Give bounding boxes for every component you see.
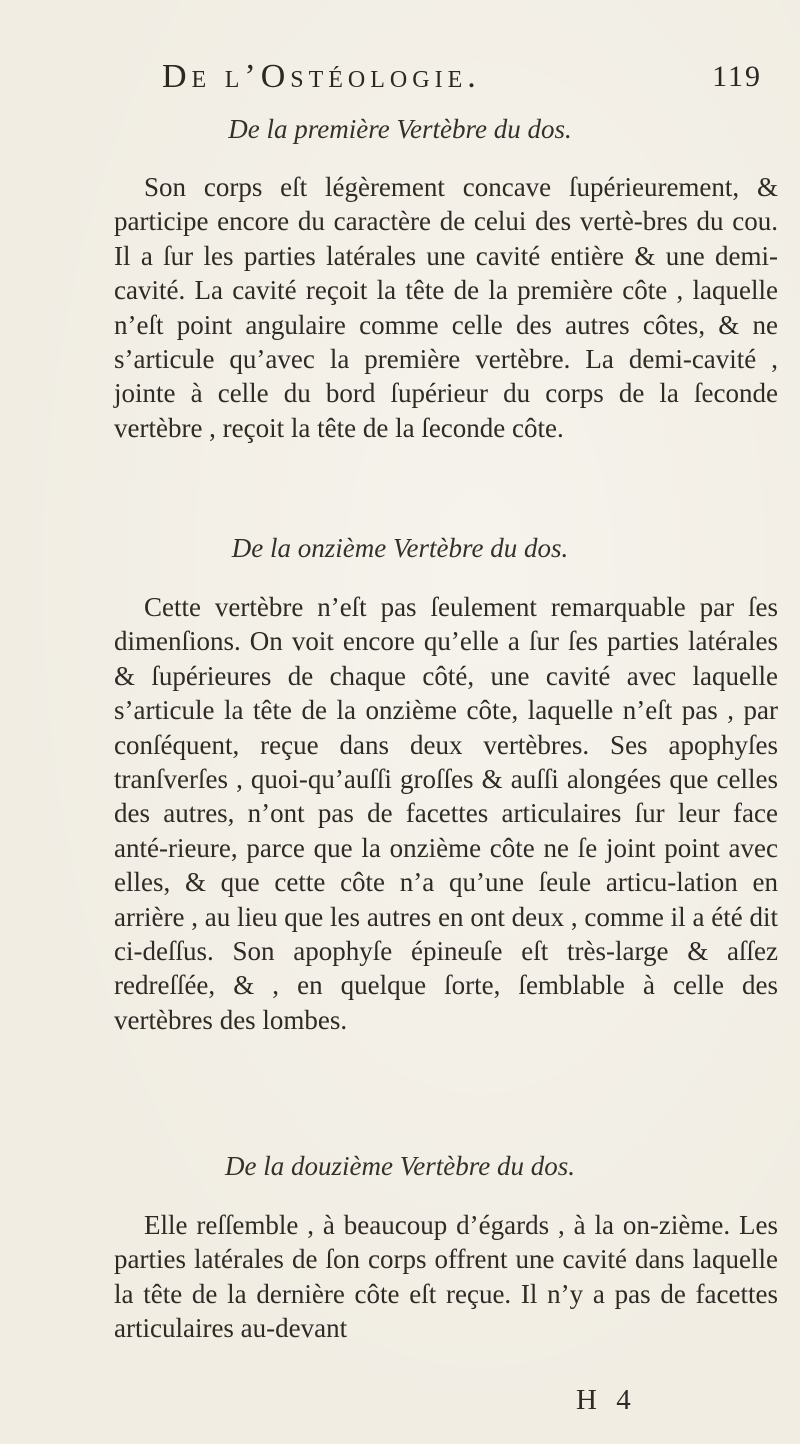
section-heading-twelfth-vertebra: De la douzième Vertèbre du dos.	[225, 1151, 575, 1181]
paragraph-text: Cette vertèbre n’eſt pas ſeulement remarquable par ſes dimenſions. On voit encore qu’elle a ſur ſes parties latérales & ſupérieures de chaque côté, une cavité avec laquelle s’articule la tête de la onzième côte, laquelle n’eſt pas , par conſéquent, reçue dans deux vertèbres. Ses apophyſes tranſverſes , quoi-qu’auſſi groſſes & auſſi alongées que celles des autres, n’ont pas de facettes articulaires ſur leur face anté-rieure, parce que la onzième côte ne ſe joint point avec elles, & que cette côte n’a qu’une ſeule articu-lation en arrière , au lieu que les autres en ont deux , comme il a été dit ci-deſſus. Son apophyſe épineuſe eſt très-large & aſſez redreſſée, & , en quelque ſorte, ſemblable à celle des vertèbres des lombes.	[114, 592, 778, 1035]
signature-mark: H 4	[576, 1384, 637, 1416]
paragraph-twelfth-vertebra	[114, 1208, 778, 1346]
page-number: 119	[712, 60, 762, 93]
paragraph-eleventh-vertebra	[114, 590, 778, 1037]
paragraph-text: Elle reſſemble , à beaucoup d’égards , à la on-zième. Les parties latérales de ſon corps offrent une cavité dans laquelle la tête de la dernière côte eſt reçue. Il n’y a pas de facettes articulaires au-devant	[114, 1210, 778, 1344]
section-heading-eleventh-vertebra: De la onzième Vertèbre du dos.	[231, 533, 569, 563]
section-heading-first-vertebra: De la première Vertèbre du dos.	[228, 114, 572, 144]
running-title: De l’Ostéologie.	[162, 58, 481, 95]
paragraph-first-vertebra	[114, 170, 778, 445]
running-head	[162, 58, 762, 98]
paragraph-text: Son corps eſt légèrement concave ſupérieurement, & participe encore du caractère de celui des vertè-bres du cou. Il a ſur les parties latérales une cavité entière & une demi-cavité. La cavité reçoit la tête de la première côte , laquelle n’eſt point angulaire comme celle des autres côtes, & ne s’articule qu’avec la première vertèbre. La demi-cavité , jointe à celle du bord ſupérieur du corps de la ſeconde vertèbre , reçoit la tête de la ſeconde côte.	[114, 172, 778, 443]
